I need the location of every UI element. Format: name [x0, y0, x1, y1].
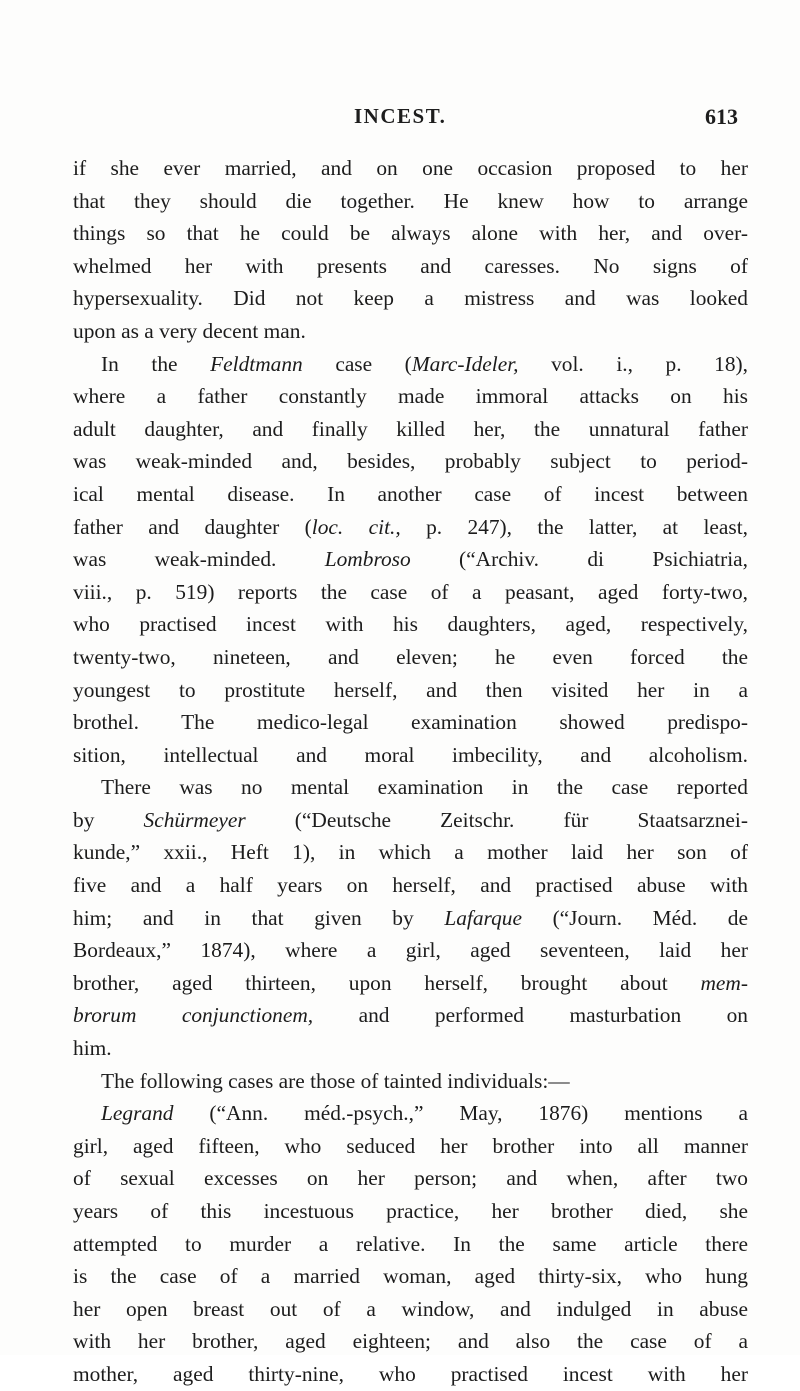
text-line [73, 608, 748, 641]
text-line [73, 771, 748, 804]
text-segment: whelmed her with presents and caresses. No signs of [73, 253, 748, 278]
text-segment: In the [101, 351, 211, 376]
text-segment: case ( [302, 351, 412, 376]
text-segment: kunde,” xxii., Heft 1), in which a mother laid her son of [73, 840, 748, 865]
text-segment: of sexual excesses on her person; and when, after two [73, 1166, 748, 1191]
text-segment: who practised incest with his daughters, aged, respectively, [73, 612, 748, 637]
text-line [73, 674, 748, 707]
text-line [73, 1097, 748, 1130]
text-segment: girl, aged fifteen, who seduced her brother into all manner [73, 1133, 748, 1158]
text-line [73, 1325, 748, 1358]
text-segment: him. [73, 1036, 112, 1061]
text-line [73, 1032, 748, 1065]
body-text [73, 152, 748, 1391]
text-line [73, 282, 748, 315]
italic-text: Lafarque [444, 905, 522, 930]
text-segment: that they should die together. He knew how to arrange [73, 188, 748, 213]
text-line [73, 934, 748, 967]
text-segment: youngest to prostitute herself, and then visited her in a [73, 677, 748, 702]
text-segment: (“Deutsche Zeitschr. für Staatsarznei- [245, 807, 748, 832]
text-segment: (“Journ. Méd. de [521, 905, 748, 930]
text-segment: attempted to murder a relative. In the same article there [73, 1231, 748, 1256]
running-title: INCEST. [354, 104, 447, 128]
text-line [73, 478, 748, 511]
page-header [68, 104, 738, 134]
text-line [73, 380, 748, 413]
text-segment: vol. i., p. 18), [518, 351, 748, 376]
text-segment: was weak-minded and, besides, probably subject to period- [73, 449, 748, 474]
text-line [73, 706, 748, 739]
text-segment: adult daughter, and finally killed her, the unnatural father [73, 416, 748, 441]
text-segment: years of this incestuous practice, her brother died, she [73, 1199, 748, 1223]
text-segment: (“Ann. méd.-psych.,” May, 1876) mentions a [173, 1101, 748, 1126]
text-segment: sition, intellectual and moral imbecility, and alcoholism. [73, 742, 748, 767]
text-segment: five and a half years on herself, and practised abuse with [73, 873, 748, 898]
text-segment: by [73, 807, 144, 832]
text-segment: him; and in that given by [73, 905, 445, 930]
text-segment: ical mental disease. In another case of incest between [73, 481, 748, 506]
text-line [73, 348, 748, 381]
text-segment: Bordeaux,” 1874), where a girl, aged seventeen, laid her [73, 938, 748, 963]
text-segment: twenty-two, nineteen, and eleven; he even forced the [73, 644, 748, 669]
text-segment: There was no mental examination in the case reported [101, 775, 748, 800]
text-segment: brother, aged thirteen, upon herself, brought about [73, 970, 701, 995]
text-line [73, 836, 748, 869]
italic-text: Legrand [101, 1101, 174, 1126]
text-segment: upon as a very decent man. [73, 318, 306, 343]
italic-text: brorum conjunctionem, [73, 1003, 314, 1028]
text-line [73, 413, 748, 446]
text-line [73, 543, 748, 576]
italic-text: Schürmeyer [143, 807, 246, 832]
text-line [73, 967, 748, 1000]
text-line [73, 641, 748, 674]
text-line [73, 217, 748, 250]
text-segment: is the case of a married woman, aged thirty-six, who hung [73, 1264, 748, 1289]
text-segment: where a father constantly made immoral attacks on his [73, 384, 748, 409]
text-segment: brothel. The medico-legal examination showed predispo- [73, 710, 748, 735]
text-segment: father and daughter ( [73, 514, 312, 539]
text-segment: hypersexuality. Did not keep a mistress and was looked [73, 286, 748, 311]
text-segment: (“Archiv. di Psichiatria, [410, 547, 748, 572]
text-line [73, 1293, 748, 1326]
page-number: 613 [705, 104, 738, 129]
text-segment: and performed masturbation on [313, 1003, 748, 1028]
italic-text: Lombroso [324, 547, 411, 572]
text-line [73, 1162, 748, 1195]
text-line [73, 152, 748, 185]
text-segment: with her brother, aged eighteen; and also the case of a [73, 1329, 748, 1354]
text-segment: p. 247), the latter, at least, [400, 514, 749, 539]
text-line [73, 1260, 748, 1293]
italic-text: Marc-Ideler, [411, 351, 519, 376]
text-line [73, 902, 748, 935]
text-line [73, 739, 748, 772]
text-line [73, 511, 748, 544]
text-line [73, 804, 748, 837]
text-line [73, 250, 748, 283]
text-line [73, 1228, 748, 1261]
text-segment: The following cases are those of tainted individuals:— [101, 1068, 570, 1093]
text-line [73, 315, 748, 348]
text-line [73, 999, 748, 1032]
text-line [73, 1195, 748, 1228]
text-line [73, 1130, 748, 1163]
text-segment: was weak-minded. [73, 547, 325, 572]
text-segment: her open breast out of a window, and indulged in abuse [73, 1296, 748, 1321]
italic-text: loc. cit., [311, 514, 401, 539]
text-segment: if she ever married, and on one occasion proposed to her [73, 156, 748, 180]
text-line [73, 445, 748, 478]
text-segment: viii., p. 519) reports the case of a peasant, aged forty-two, [73, 579, 748, 604]
text-line [73, 869, 748, 902]
text-line [73, 1358, 748, 1391]
text-line [73, 1065, 748, 1098]
text-segment: mother, aged thirty-nine, who practised incest with her [73, 1361, 748, 1386]
italic-text: mem- [700, 970, 748, 995]
text-segment: things so that he could be always alone with her, and over- [73, 221, 748, 246]
italic-text: Feldtmann [210, 351, 303, 376]
text-line [73, 576, 748, 609]
text-line [73, 185, 748, 218]
